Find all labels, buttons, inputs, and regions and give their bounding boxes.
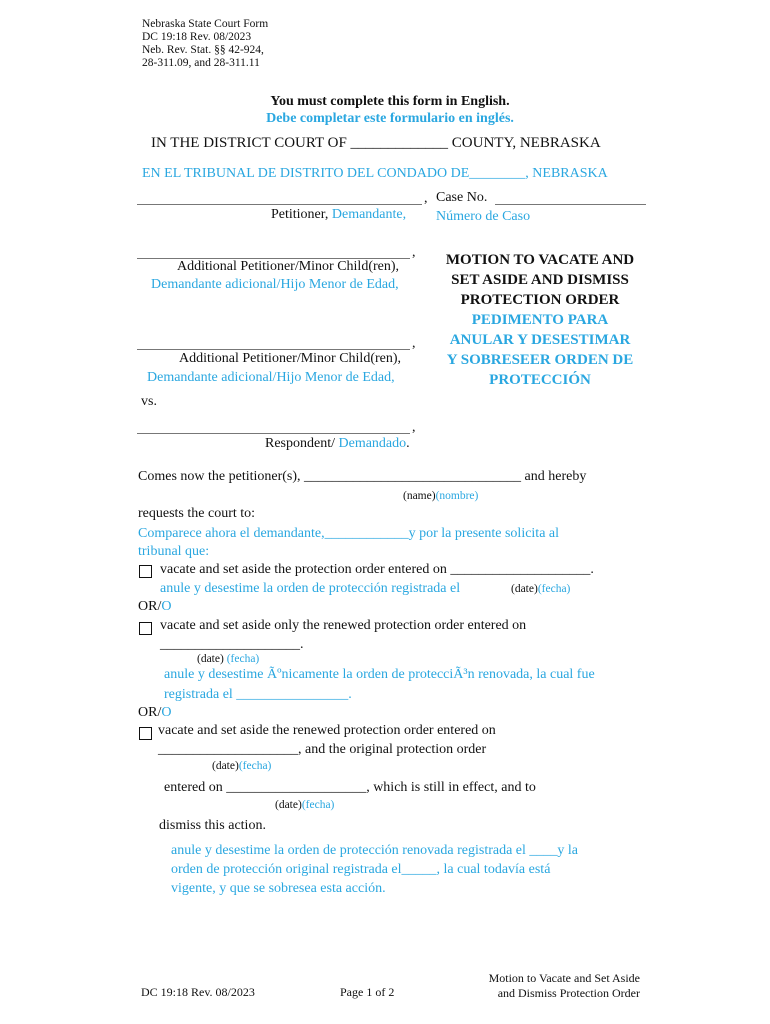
name-label-en: (name) xyxy=(403,490,436,502)
respondent-comma: , xyxy=(412,420,416,435)
respondent-name-line[interactable] xyxy=(137,433,410,434)
option1-text-en: vacate and set aside the protection order entered on ____________________. xyxy=(160,562,594,577)
footer-form-title xyxy=(440,971,640,1001)
petitioner-label-es: Demandante, xyxy=(331,207,407,222)
option2-date-label-es: (fecha) xyxy=(226,653,260,665)
petitioner-label-en: Petitioner, xyxy=(271,207,329,222)
motion-title-en-line2: SET ASIDE AND DISMISS xyxy=(451,272,629,288)
or-separator-2 xyxy=(138,705,171,721)
option3-date2-label-en: (date) xyxy=(275,799,302,811)
option3-text-en-line3: entered on ____________________, which is still in effect, and to xyxy=(164,780,536,795)
option3-date1-label xyxy=(212,760,271,772)
respondent-label-dot: . xyxy=(406,436,410,451)
additional-petitioner-2-line[interactable] xyxy=(137,349,410,350)
or-separator-1-es: O xyxy=(161,599,172,614)
english-notice: You must complete this form in English. xyxy=(270,94,510,109)
option3-date1-label-es: (fecha) xyxy=(238,760,272,772)
motion-title-en xyxy=(420,250,660,390)
option1-date-label-es: (fecha) xyxy=(537,583,571,595)
court-title-en: IN THE DISTRICT COURT OF _____________ COUNTY, NEBRASKA xyxy=(151,135,601,151)
or-separator-1 xyxy=(138,599,171,615)
footer-form-number: DC 19:18 Rev. 08/2023 xyxy=(141,985,255,999)
option1-text-es: anule y desestime la orden de protección registrada el xyxy=(160,581,461,596)
option3-date2-label xyxy=(275,799,334,811)
versus-label: vs. xyxy=(141,394,157,409)
motion-title-es-line3: Y SOBRESEER ORDEN DE xyxy=(446,352,634,368)
form-header-line3: Neb. Rev. Stat. §§ 42-924, xyxy=(142,44,264,56)
option3-text-es-line2: orden de protección original registrada el_____, la cual todavía está xyxy=(171,862,551,877)
option3-date2-label-es: (fecha) xyxy=(301,799,335,811)
motion-title-es-line2: ANULAR Y DESESTIMAR xyxy=(449,332,631,348)
comparece-text-line1: Comparece ahora el demandante,____________y por la presente solicita al xyxy=(138,526,560,541)
motion-title-es-line1: PEDIMENTO PARA xyxy=(471,312,609,328)
respondent-label-en: Respondent/ xyxy=(265,436,335,451)
option2-text-en: vacate and set aside only the renewed protection order entered on xyxy=(160,618,527,633)
option2-date-label-en: (date) xyxy=(197,653,224,665)
option2-text-es-line2: registrada el ________________. xyxy=(164,687,352,702)
respondent-label-es: Demandado xyxy=(338,436,407,451)
option3-text-en-line2: ____________________, and the original protection order xyxy=(158,742,487,757)
petitioner-label xyxy=(271,207,406,223)
name-label xyxy=(403,490,478,502)
name-label-es: (nombre) xyxy=(435,490,479,502)
case-number-line[interactable] xyxy=(495,204,646,205)
option1-date-label-en: (date) xyxy=(511,583,538,595)
additional-petitioner-2-label-es: Demandante adicional/Hijo Menor de Edad, xyxy=(147,370,395,385)
comparece-text-line2: tribunal que: xyxy=(138,544,210,559)
additional-petitioner-1-label-es: Demandante adicional/Hijo Menor de Edad, xyxy=(151,277,399,292)
additional-petitioner-1-comma: , xyxy=(412,245,416,260)
petitioner-name-line[interactable] xyxy=(137,204,422,205)
option2-date-label xyxy=(197,653,259,665)
additional-petitioner-2-label-en: Additional Petitioner/Minor Child(ren), xyxy=(179,351,402,366)
form-header-line1: Nebraska State Court Form xyxy=(142,18,269,30)
option2-checkbox[interactable] xyxy=(139,622,152,635)
option3-text-es-line1: anule y desestime la orden de protección renovada registrada el ____y la xyxy=(171,843,579,858)
form-header-line4: 28-311.09, and 28-311.11 xyxy=(142,57,260,69)
option3-checkbox[interactable] xyxy=(139,727,152,740)
petitioner-comma: , xyxy=(424,191,428,206)
additional-petitioner-1-label-en: Additional Petitioner/Minor Child(ren), xyxy=(177,259,400,274)
option3-text-en-line4: dismiss this action. xyxy=(159,818,266,833)
option2-date-blank[interactable]: ____________________. xyxy=(160,637,304,652)
option3-date1-label-en: (date) xyxy=(212,760,239,772)
footer-page-number: Page 1 of 2 xyxy=(340,985,395,999)
or-separator-2-en: OR/ xyxy=(138,705,162,720)
spanish-notice: Debe completar este formulario en inglés. xyxy=(266,111,514,126)
option2-text-es-line1: anule y desestime Ãºnicamente la orden de protecciÃ³n renovada, la cual fue xyxy=(164,667,595,682)
option3-text-en-line1: vacate and set aside the renewed protection order entered on xyxy=(158,723,496,738)
case-number-label-es: Número de Caso xyxy=(436,209,531,224)
option1-date-label xyxy=(511,583,570,595)
requests-text: requests the court to: xyxy=(138,506,256,521)
or-separator-2-es: O xyxy=(161,705,172,720)
footer-form-title-line2: and Dismiss Protection Order xyxy=(497,986,640,1000)
or-separator-1-en: OR/ xyxy=(138,599,162,614)
form-header-line2: DC 19:18 Rev. 08/2023 xyxy=(142,31,252,43)
motion-title-en-line1: MOTION TO VACATE AND xyxy=(445,252,635,268)
footer-form-title-line1: Motion to Vacate and Set Aside xyxy=(488,971,640,985)
comes-now-text: Comes now the petitioner(s), _______________________________ and hereby xyxy=(138,469,587,484)
additional-petitioner-2-comma: , xyxy=(412,336,416,351)
court-title-es: EN EL TRIBUNAL DE DISTRITO DEL CONDADO DE________, NEBRASKA xyxy=(142,166,608,181)
respondent-label xyxy=(265,436,410,452)
option3-text-es-line3: vigente, y que se sobresea esta acción. xyxy=(171,881,386,896)
motion-title-en-line3: PROTECTION ORDER xyxy=(460,292,620,308)
option1-checkbox[interactable] xyxy=(139,565,152,578)
case-number-label: Case No. xyxy=(436,190,488,205)
motion-title-es-line4: PROTECCIÓN xyxy=(489,372,591,388)
